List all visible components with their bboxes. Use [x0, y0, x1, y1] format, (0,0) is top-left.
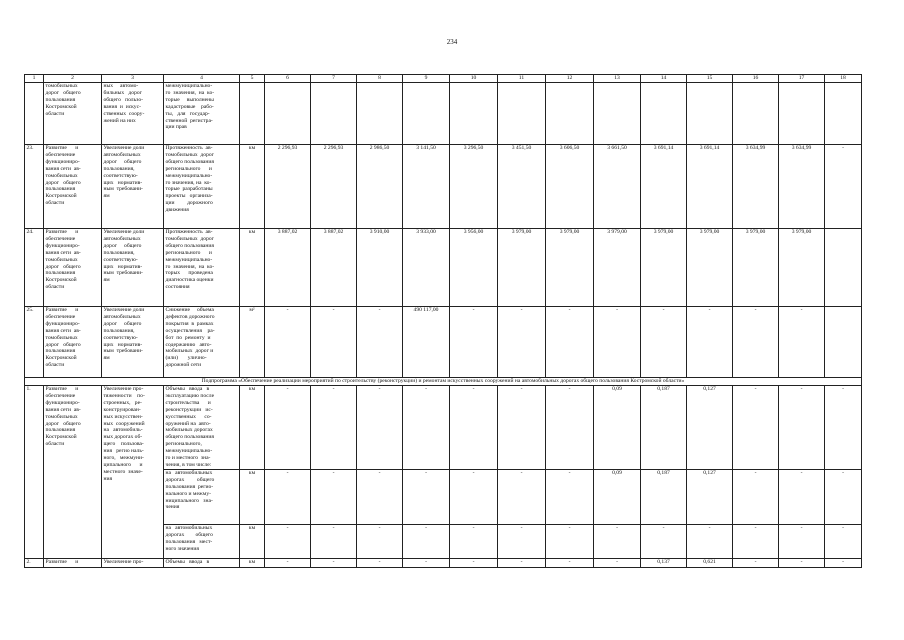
cell-value: 0,621	[687, 558, 733, 567]
header-cell-8: 8	[357, 75, 403, 83]
cell-direction: Развитие и обеспечение функциониро- вания сети ав- томобильных дорог общего пользования Костромской области	[44, 229, 102, 307]
cell-value: -	[403, 469, 450, 524]
cell-value: -	[546, 524, 594, 558]
cell-indicator: Объемы ввода в эксплуатацию после строительства и реконструкции ис- кусственных со- оружений на авто- мобильных дорогах общего пользования регионального, межмуниципально- го и местного зна- чения, в том числе:	[164, 386, 240, 470]
cell-value: -	[779, 469, 825, 524]
cell-value: 3 933,00	[403, 229, 450, 307]
header-cell-9: 9	[403, 75, 450, 83]
cell-value: 0,09	[594, 469, 641, 524]
row-number: 1.	[25, 386, 44, 559]
cell-value: 490 117,00	[403, 307, 450, 378]
cell-value: -	[403, 558, 450, 567]
cell-indicator: Протяженность ав- томобильных дорог общего пользования регионального и межмуниципально- го значения, на ко- торых проведена диагностика оценки состояния	[164, 229, 240, 307]
cell-empty	[641, 83, 687, 145]
cell-value: 3 979,00	[687, 229, 733, 307]
cell-value: -	[498, 524, 546, 558]
cell-value: -	[265, 386, 311, 470]
cell-empty	[450, 83, 498, 145]
cell-value: 3 634,99	[779, 145, 825, 229]
header-cell-6: 6	[265, 75, 311, 83]
cell-value: 3 661,50	[594, 145, 641, 229]
header-cell-7: 7	[311, 75, 357, 83]
cell-value: 3 910,00	[357, 229, 403, 307]
cell-value: -	[546, 469, 594, 524]
cell-value: -	[357, 307, 403, 378]
header-row	[25, 75, 862, 83]
table-row-2	[25, 558, 862, 567]
cell-value: -	[265, 524, 311, 558]
cell-empty	[825, 83, 862, 145]
cell-value: -	[687, 524, 733, 558]
cell-value: -	[546, 386, 594, 470]
header-cell-14: 14	[641, 75, 687, 83]
row-number: 24.	[25, 229, 44, 307]
cell-value: 3 691,14	[687, 145, 733, 229]
table-row-1-sub-1	[25, 386, 862, 470]
cell-value: -	[779, 558, 825, 567]
cell-value: -	[450, 524, 498, 558]
header-cell-5: 5	[240, 75, 265, 83]
header-cell-11: 11	[498, 75, 546, 83]
cell-value: -	[825, 386, 862, 470]
cell-value: 3 141,50	[403, 145, 450, 229]
cell-value: 0,127	[687, 469, 733, 524]
cell-value: 3 979,00	[779, 229, 825, 307]
cell-unit: км	[240, 229, 265, 307]
cell-value: 0,137	[641, 558, 687, 567]
cell-value: -	[311, 558, 357, 567]
cell-value: -	[733, 386, 779, 470]
cell-value: -	[450, 386, 498, 470]
header-cell-10: 10	[450, 75, 498, 83]
cell-value: 2 986,50	[357, 145, 403, 229]
row-number: 23.	[25, 145, 44, 229]
cell-empty	[311, 83, 357, 145]
cell-value: 2 296,93	[265, 145, 311, 229]
cell-empty	[779, 83, 825, 145]
cell-value: -	[594, 307, 641, 378]
continuation-row	[25, 83, 862, 145]
row-number: 25.	[25, 307, 44, 378]
cell-empty	[733, 83, 779, 145]
cell-indicator: Объемы ввода в	[164, 558, 240, 567]
cell-empty	[240, 83, 265, 145]
cell-value: 3 979,00	[641, 229, 687, 307]
cell-value: -	[779, 386, 825, 470]
cell-value: 0,187	[641, 469, 687, 524]
cell-empty	[265, 83, 311, 145]
cell-direction: Развитие и обеспечение функциониро- вания сети ав- томобильных дорог общего пользования Костромской области	[44, 307, 102, 378]
cell-empty	[594, 83, 641, 145]
cell-value: -	[779, 524, 825, 558]
cell-value: -	[450, 469, 498, 524]
cell-value: 3 606,50	[546, 145, 594, 229]
cell-value: 3 979,00	[546, 229, 594, 307]
table-row-23	[25, 145, 862, 229]
cell-num	[25, 83, 44, 145]
cell-goal: Увеличение доли автомобильных дорог общего пользования, соответствую- щих норматив- ным требовани- ям	[102, 145, 164, 229]
cell-value: -	[733, 558, 779, 567]
header-cell-13: 13	[594, 75, 641, 83]
cell-value: -	[311, 307, 357, 378]
cell-value: -	[733, 524, 779, 558]
cell-value: -	[265, 469, 311, 524]
cell-value: -	[311, 524, 357, 558]
cell-empty	[687, 83, 733, 145]
cell-value: 0,127	[687, 386, 733, 470]
indicator-table	[24, 74, 862, 568]
cell-value: -	[825, 524, 862, 558]
header-cell-12: 12	[546, 75, 594, 83]
cell-value: 3 979,00	[733, 229, 779, 307]
cell-value: -	[641, 307, 687, 378]
subprogram-row	[25, 378, 862, 386]
cell-indicator: Снижение объема дефектов дорожного покрытия в рамках осуществления ра- бот по ремонту и содержанию авто- мобильных дорог и (или) улично- дорожной сети	[164, 307, 240, 378]
cell-goal: Увеличение доли автомобильных дорог общего пользования, соответствую- щих норматив- ным требовани- ям	[102, 229, 164, 307]
cell-value: -	[687, 307, 733, 378]
cell-value: -	[825, 469, 862, 524]
header-cell-18: 18	[825, 75, 862, 83]
cell-indicator: межмуниципально- го значения, на ко- торые выполнены кадастровые рабо- ты, для государ- ственной регистра- ции прав	[164, 83, 240, 145]
cell-value: -	[546, 558, 594, 567]
row-number: 2.	[25, 558, 44, 567]
cell-value: -	[265, 307, 311, 378]
cell-value: -	[311, 469, 357, 524]
cell-value: -	[403, 524, 450, 558]
page-number: 234	[446, 38, 458, 46]
cell-value: -	[779, 307, 825, 378]
header-cell-17: 17	[779, 75, 825, 83]
cell-indicator: на автомобильных дорогах общего пользования регио- нального и межму- ниципального зна- чения	[164, 469, 240, 524]
cell-value: -	[450, 307, 498, 378]
table-row-25	[25, 307, 862, 378]
cell-value: -	[825, 558, 862, 567]
cell-empty	[498, 83, 546, 145]
header-cell-4: 4	[164, 75, 240, 83]
header-cell-15: 15	[687, 75, 733, 83]
header-cell-16: 16	[733, 75, 779, 83]
cell-value: 0,187	[641, 386, 687, 470]
cell-unit: км	[240, 145, 265, 229]
cell-unit: м²	[240, 307, 265, 378]
cell-value: -	[498, 386, 546, 470]
cell-value: -	[733, 469, 779, 524]
cell-direction: томобильных дорог общего пользования Костромской области	[44, 83, 102, 145]
cell-value: 3 887,02	[265, 229, 311, 307]
cell-value: -	[357, 469, 403, 524]
cell-value: 3 979,00	[498, 229, 546, 307]
cell-value: 3 887,02	[311, 229, 357, 307]
cell-indicator: на автомобильных дорогах общего пользования мест- ного значения	[164, 524, 240, 558]
cell-direction: Развитие и	[44, 558, 102, 567]
cell-value: 3 634,99	[733, 145, 779, 229]
header-cell-3: 3	[102, 75, 164, 83]
cell-goal: Увеличение про-	[102, 558, 164, 567]
cell-value: -	[357, 524, 403, 558]
cell-value: 0,09	[594, 386, 641, 470]
cell-direction: Развитие и обеспечение функциониро- вания сети ав- томобильных дорог общего пользования Костромской области	[44, 145, 102, 229]
cell-value: -	[450, 558, 498, 567]
cell-value: -	[594, 524, 641, 558]
cell-unit: км	[240, 558, 265, 567]
cell-value: -	[403, 386, 450, 470]
cell-value: 3 296,50	[450, 145, 498, 229]
cell-value: 3 979,00	[594, 229, 641, 307]
cell-goal: Увеличение про- тяженности по- строенных, ре- конструирован- ных искусствен- ных сооружений на автомобиль- ных дорогах об- щего пользова- ния регио наль- ного, межмуни- ципального и местного значе- ния	[102, 386, 164, 559]
cell-value: 3 451,50	[498, 145, 546, 229]
subprogram-title: Подпрограмма «Обеспечение реализации мероприятий по строительству (реконструкции) и ремонтам искусственных сооружений на автомобильных дорогах общего пользования Костромской области»	[25, 378, 862, 386]
cell-unit: км	[240, 469, 265, 524]
cell-indicator: Протяженность ав- томобильных дорог общего пользования регионального и межмуниципально- го значения, на ко- торые разработаны проекты организа- ции дорожного движения	[164, 145, 240, 229]
cell-empty	[357, 83, 403, 145]
cell-goal: Увеличение доли автомобильных дорог общего пользования, соответствую- щих норматив- ным требовани- ям	[102, 307, 164, 378]
cell-value: 2 296,93	[311, 145, 357, 229]
cell-value: -	[265, 558, 311, 567]
cell-unit: км	[240, 386, 265, 470]
cell-value: -	[498, 307, 546, 378]
cell-value: -	[594, 558, 641, 567]
cell-value	[825, 229, 862, 307]
cell-unit: км	[240, 524, 265, 558]
cell-direction: Развитие и обеспечение функциониро- вания сети ав- томобильных дорог общего пользования Костромской области	[44, 386, 102, 559]
cell-value: 3 956,00	[450, 229, 498, 307]
cell-value: -	[641, 524, 687, 558]
table-row-24	[25, 229, 862, 307]
cell-value: -	[546, 307, 594, 378]
cell-value: -	[498, 469, 546, 524]
cell-empty	[403, 83, 450, 145]
cell-value: -	[498, 558, 546, 567]
cell-value: -	[733, 307, 779, 378]
cell-value	[825, 307, 862, 378]
header-cell-2: 2	[44, 75, 102, 83]
cell-value: -	[357, 558, 403, 567]
cell-value: 3 691,14	[641, 145, 687, 229]
cell-empty	[546, 83, 594, 145]
cell-value: -	[357, 386, 403, 470]
header-cell-1: 1	[25, 75, 44, 83]
cell-value: -	[311, 386, 357, 470]
cell-value: -	[825, 145, 862, 229]
cell-goal: ных автомо- бильных дорог общего пользо- вания и искус- ственных соору- жений на них	[102, 83, 164, 145]
